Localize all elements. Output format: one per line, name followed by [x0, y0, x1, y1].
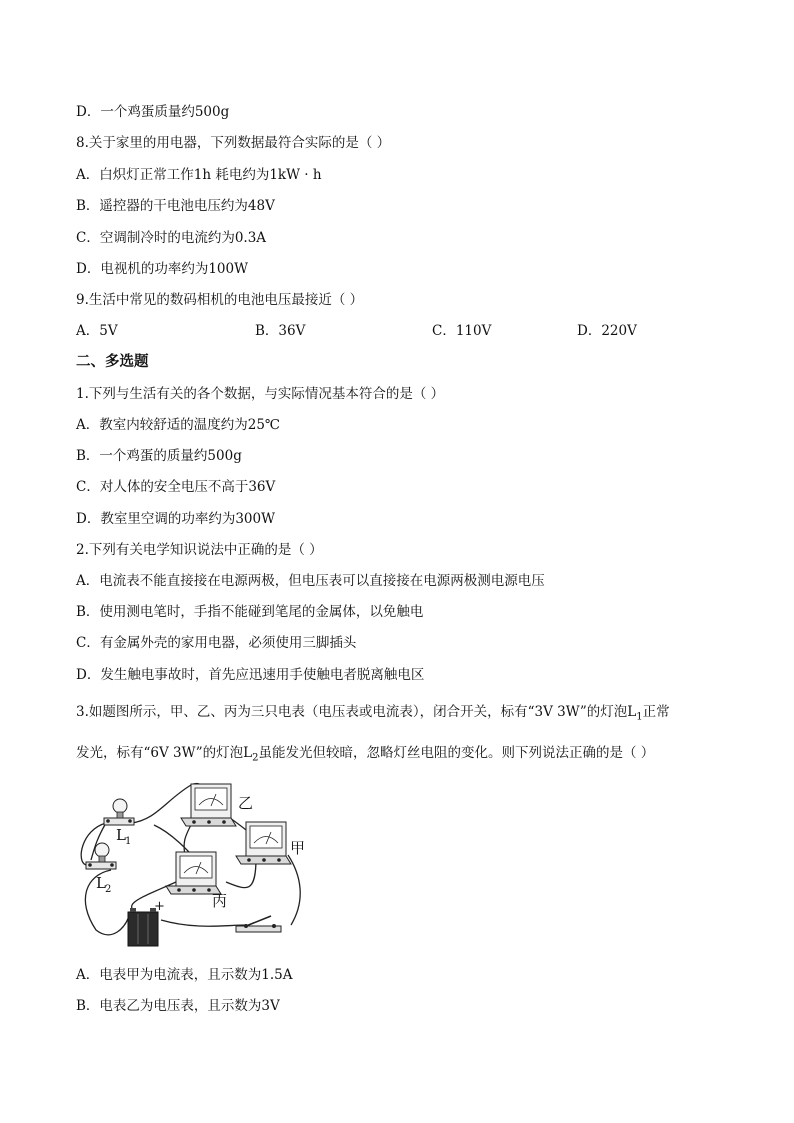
q8-stem: 8.关于家里的用电器，下列数据最符合实际的是（ ）	[76, 135, 391, 151]
m3-stem-line1	[76, 702, 670, 728]
m3-stem-text2: 正常	[642, 704, 670, 720]
m2-stem: 2.下列有关电学知识说法中正确的是（ ）	[76, 542, 323, 558]
m1-stem: 1.下列与生活有关的各个数据，与实际情况基本符合的是（ ）	[76, 386, 445, 402]
m3-option-a: A．电表甲为电流表，且示数为1.5A	[76, 967, 293, 983]
meter-bing	[166, 852, 221, 894]
q9-option-c: C．110V	[432, 323, 492, 339]
label-l2-sub: 2	[105, 884, 112, 895]
m3-option-b: B．电表乙为电压表，且示数为3V	[76, 998, 280, 1014]
q8-option-d: D．电视机的功率约为100W	[76, 261, 248, 277]
m1-option-a: A．教室内较舒适的温度约为25℃	[76, 417, 281, 433]
m2-option-d: D．发生触电事故时，首先应迅速用手使触电者脱离触电区	[76, 667, 425, 683]
section-heading-multiple-choice: 二、多选题	[76, 354, 149, 370]
q9-option-d: D．220V	[577, 323, 637, 339]
label-l1-sub: 1	[125, 836, 132, 847]
q8-option-b: B．遥控器的干电池电压约为48V	[76, 198, 275, 214]
label-l2: L	[96, 874, 106, 892]
m3-stem-text3: 发光，标有“6V 3W”的灯泡L	[76, 745, 253, 761]
m1-option-c: C．对人体的安全电压不高于36V	[76, 479, 276, 495]
label-l1: L	[116, 826, 126, 844]
m2-option-b: B．使用测电笔时，手指不能碰到笔尾的金属体，以免触电	[76, 604, 424, 620]
circuit-figure	[76, 780, 316, 950]
q8-option-c: C．空调制冷时的电流约为0.3A	[76, 230, 267, 246]
q7-option-d: D．一个鸡蛋质量约500g	[76, 104, 230, 120]
m1-option-d: D．教室里空调的功率约为300W	[76, 511, 275, 527]
label-yi: 乙	[238, 794, 254, 812]
m3-stem-line2	[76, 743, 654, 769]
label-plus: +	[154, 899, 165, 914]
m3-stem-sub1: 1	[636, 711, 643, 723]
q9-option-b: B．36V	[255, 323, 306, 339]
m3-stem-text1: 3.如题图所示，甲、乙、丙为三只电表（电压表或电流表），闭合开关，标有“3V 3W”的灯泡L	[76, 704, 637, 720]
q8-option-a: A．白炽灯正常工作1h 耗电约为1kW · h	[76, 167, 322, 183]
m3-stem-text4: 虽能发光但较暗，忽略灯丝电阻的变化。则下列说法正确的是（ ）	[258, 745, 655, 761]
m1-option-b: B．一个鸡蛋的质量约500g	[76, 448, 242, 464]
bulb-l1	[104, 799, 134, 825]
m3-stem-sub2: 2	[252, 752, 259, 764]
bulb-l2	[86, 843, 116, 869]
m2-option-a: A．电流表不能直接接在电源两极，但电压表可以直接接在电源两极测电源电压	[76, 573, 545, 589]
label-bing: 丙	[212, 892, 228, 910]
meter-yi	[181, 784, 236, 826]
q9-option-a: A．5V	[76, 323, 118, 339]
switch	[236, 916, 281, 932]
label-jia: 甲	[290, 839, 306, 857]
m2-option-c: C．有金属外壳的家用电器，必须使用三脚插头	[76, 635, 357, 651]
q9-stem: 9.生活中常见的数码相机的电池电压最接近（ ）	[76, 292, 364, 308]
